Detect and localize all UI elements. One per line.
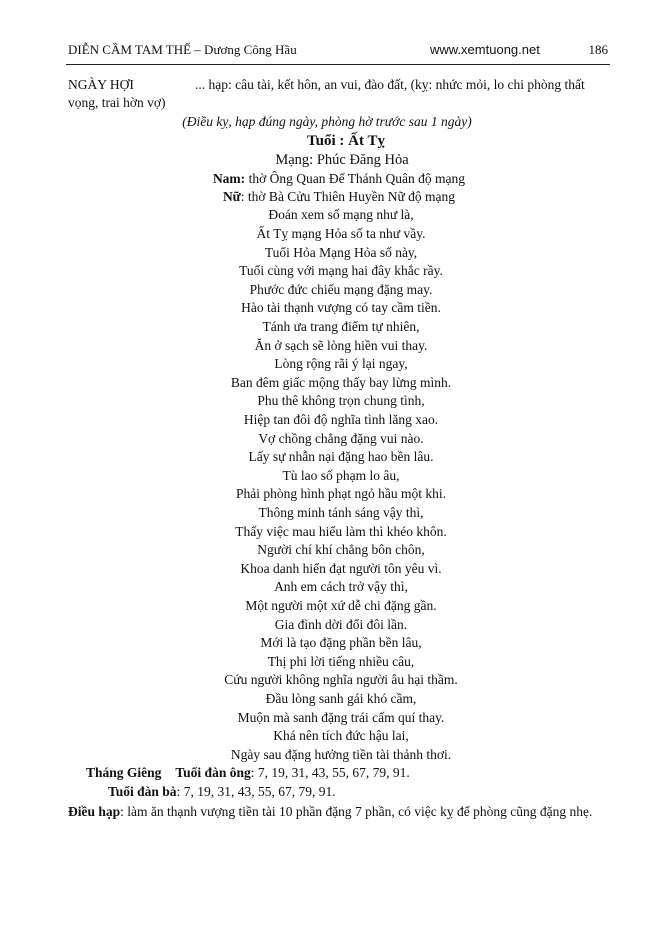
poem-line: Phải phòng hình phạt ngỏ hầu một khi. [236, 486, 446, 502]
poem-line: Đầu lòng sanh gái khó cầm, [265, 690, 417, 706]
poem-line: Hào tài thạnh vượng có tay cầm tiền. [241, 300, 441, 316]
male-age-label: Tuổi đàn ông [175, 765, 251, 781]
poem-line: Tuổi Hỏa Mạng Hỏa số này, [264, 244, 418, 260]
poem-line: Ất Tỵ mạng Hỏa số ta như vầy. [256, 226, 426, 242]
poem-line: Lòng rộng rãi ý lại ngay, [274, 356, 408, 372]
poem-line: Khá nên tích đức hậu lai, [273, 728, 409, 744]
book-title: DIỄN CẦM TAM THẾ – Dương Công Hầu [68, 42, 297, 57]
male-age-values: : 7, 19, 31, 43, 55, 67, 79, 91. [250, 765, 410, 781]
poem-line: Anh em cách trở vậy thì, [274, 579, 408, 595]
poem-line: Ngày sau đặng hưởng tiền tài thảnh thơi. [230, 746, 452, 762]
nam-line [68, 170, 610, 188]
poem-line: Thị phi lời tiếng nhiều câu, [267, 653, 415, 669]
section-subtitle: Mạng: Phúc Đăng Hỏa [275, 151, 409, 168]
section-title: Tuổi : Ất Tỵ [307, 132, 385, 149]
poem-line: Phước đức chiếu mạng đặng may. [249, 281, 433, 297]
ages-male-line [68, 764, 610, 782]
month-label: Tháng Giêng [86, 765, 162, 781]
intro-label: NGÀY HỢI [68, 77, 134, 92]
dieu-hap-text: : làm ăn thạnh vượng tiền tài 10 phần đặng 7 phần, có việc kỵ để phòng cũng đặng nhẹ. [120, 803, 593, 819]
page-header [68, 42, 608, 62]
poem-line: Tù lao số phạm lo âu, [282, 467, 400, 483]
dieu-hap-label: Điều hạp [68, 803, 121, 819]
poem-line: Vợ chồng chẳng đặng vui nào. [258, 430, 424, 446]
female-age-values: : 7, 19, 31, 43, 55, 67, 79, 91. [176, 783, 336, 799]
poem-line: Mới là tạo đặng phần bền lâu, [260, 635, 422, 651]
poem-line: Lấy sự nhẫn nại đặng hao bền lâu. [248, 449, 434, 465]
ages-female-line [68, 783, 610, 801]
poem-line: Khoa danh hiển đạt người tôn yêu vì. [240, 560, 442, 576]
header-divider [66, 64, 610, 65]
female-age-label: Tuổi đàn bà [108, 783, 177, 799]
poem-line: Tuổi cùng với mạng hai đây khắc rầy. [239, 263, 443, 279]
dieu-hap-paragraph [68, 803, 610, 821]
website-url[interactable]: www.xemtuong.net [430, 42, 540, 57]
nu-label: Nữ [222, 189, 241, 205]
intro-paragraph [68, 76, 610, 113]
nu-text: : thờ Bà Cửu Thiên Huyền Nữ độ mạng [240, 189, 456, 205]
intro-text: ... hạp: câu tài, kết hôn, an vui, đào đất, (kỵ: nhức mỏi, lo chi phòng thất vọng, trai hờn vợ) [68, 77, 585, 111]
nam-text: thờ Ông Quan Đế Thánh Quân độ mạng [245, 170, 466, 186]
page-number: 186 [588, 42, 608, 57]
poem-line: Đoán xem số mạng như là, [268, 207, 414, 223]
poem-line: Phu thê không trọn chung tình, [257, 393, 425, 409]
poem-line: Ăn ở sạch sẽ lòng hiền vui thay. [254, 337, 428, 353]
poem-line: Một người một xứ dễ chi đặng gần. [245, 597, 437, 613]
poem-line: Tánh ưa trang điểm tự nhiên, [262, 319, 420, 335]
nu-line [68, 188, 610, 206]
poem-line: Người chí khí chẳng bôn chôn, [257, 542, 425, 558]
poem-line: Ban đêm giấc mộng thấy bay lừng mình. [230, 374, 452, 390]
poem-line: Cứu người không nghĩa người âu hại thầm. [224, 672, 458, 688]
poem-line: Thông minh tánh sáng vậy thì, [258, 504, 424, 520]
page-content [68, 76, 610, 821]
poem-line: Muộn mà sanh đặng trái cấm quí thay. [237, 709, 445, 725]
note-line: (Điều kỵ, hạp đúng ngày, phòng hờ trước sau 1 ngày) [182, 113, 472, 129]
poem-line: Thấy việc mau hiểu làm thì khéo khôn. [235, 523, 447, 539]
nam-label: Nam: [212, 170, 246, 186]
poem-line: Hiệp tan đôi độ nghĩa tình lăng xao. [243, 412, 439, 428]
poem [68, 206, 610, 764]
poem-line: Gia đình dời đổi đôi lần. [274, 616, 408, 632]
